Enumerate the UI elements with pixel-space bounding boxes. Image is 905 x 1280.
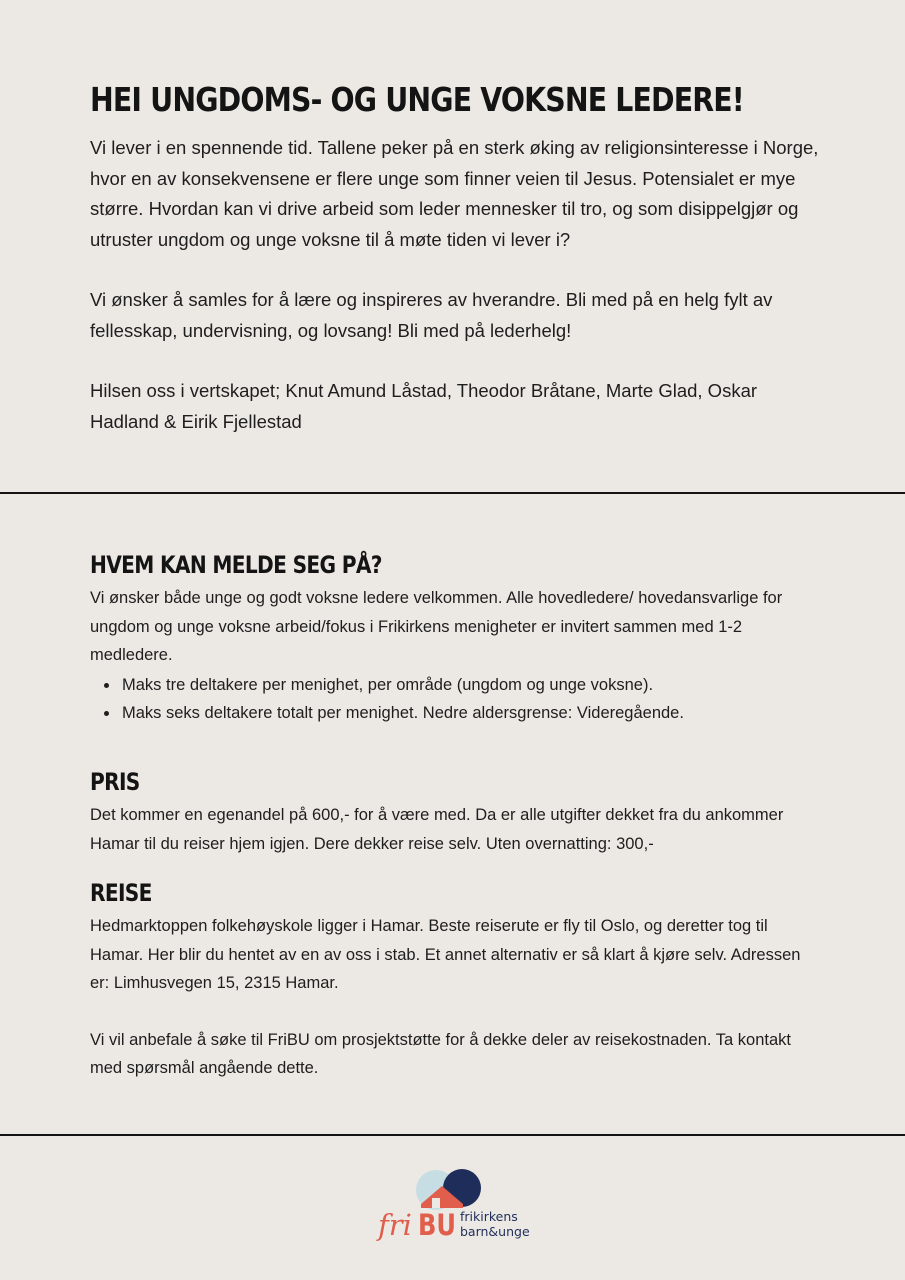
who-heading: HVEM KAN MELDE SEG PÅ? bbox=[90, 551, 382, 579]
greeting-paragraph: Hilsen oss i vertskapet; Knut Amund Låstad, Theodor Bråtane, Marte Glad, Oskar Hadland & Eirik Fjellestad bbox=[90, 380, 758, 432]
fribu-logo bbox=[376, 1168, 546, 1248]
travel-text: Hedmarktoppen folkehøyskole ligger i Hamar. Beste reiserute er fly til Oslo, og deretter tog til Hamar. Her blir du hentet av en av oss i stab. Et annet alternativ er så klart å kjøre selv. Adressen er: Limhusvegen 15, 2315 Hamar. bbox=[90, 917, 801, 992]
intro-paragraph: Vi lever i en spennende tid. Tallene peker på en sterk øking av religionsinteresse i Norge, hvor en av konsekvensene er flere unge som finner veien til Jesus. Potensialet er mye større. Hvordan kan vi drive arbeid som leder mennesker til tro, og som disippelgjør og utruster ungdom og unge voksne til å møte tiden vi lever i? bbox=[90, 137, 819, 250]
logo-fri-text: fri bbox=[378, 1208, 412, 1242]
who-bullet-list bbox=[90, 671, 820, 728]
who-section bbox=[90, 550, 820, 728]
who-text: Vi ønsker både unge og godt voksne ledere velkommen. Alle hovedledere/ hovedansvarlige for ungdom og unge voksne arbeid/fokus i Frikirkens menigheter er invitert sammen med 1-2 medledere. bbox=[90, 589, 783, 664]
travel-heading: REISE bbox=[90, 879, 152, 907]
travel-section bbox=[90, 878, 820, 1083]
intro-section bbox=[90, 80, 820, 437]
price-text: Det kommer en egenandel på 600,- for å være med. Da er alle utgifter dekket fra du ankommer Hamar til du reiser hjem igjen. Dere dekker reise selv. Uten overnatting: 300,- bbox=[90, 806, 784, 853]
list-item: Maks tre deltakere per menighet, per område (ungdom og unge voksne). bbox=[90, 671, 820, 700]
logo-bu-text: BU bbox=[418, 1208, 456, 1242]
logo-house-door bbox=[432, 1198, 440, 1208]
list-item: Maks seks deltakere totalt per menighet. Nedre aldersgrense: Videregående. bbox=[90, 699, 820, 728]
page-title: HEI UNGDOMS- OG UNGE VOKSNE LEDERE! bbox=[90, 80, 744, 119]
logo-line1-text: frikirkens bbox=[460, 1209, 518, 1224]
bottom-divider bbox=[0, 1134, 905, 1136]
price-section bbox=[90, 767, 820, 858]
travel-note: Vi vil anbefale å søke til FriBU om prosjektstøtte for å dekke deler av reisekostnaden. Ta kontakt med spørsmål angående dette. bbox=[90, 1030, 791, 1077]
price-heading: PRIS bbox=[90, 768, 140, 796]
logo-line2-text: barn&unge bbox=[460, 1224, 530, 1239]
fribu-logo-graphic bbox=[376, 1168, 546, 1248]
invitation-paragraph: Vi ønsker å samles for å lære og inspireres av hverandre. Bli med på en helg fylt av fellesskap, undervisning, og lovsang! Bli med på lederhelg! bbox=[90, 289, 773, 341]
top-divider bbox=[0, 492, 905, 494]
